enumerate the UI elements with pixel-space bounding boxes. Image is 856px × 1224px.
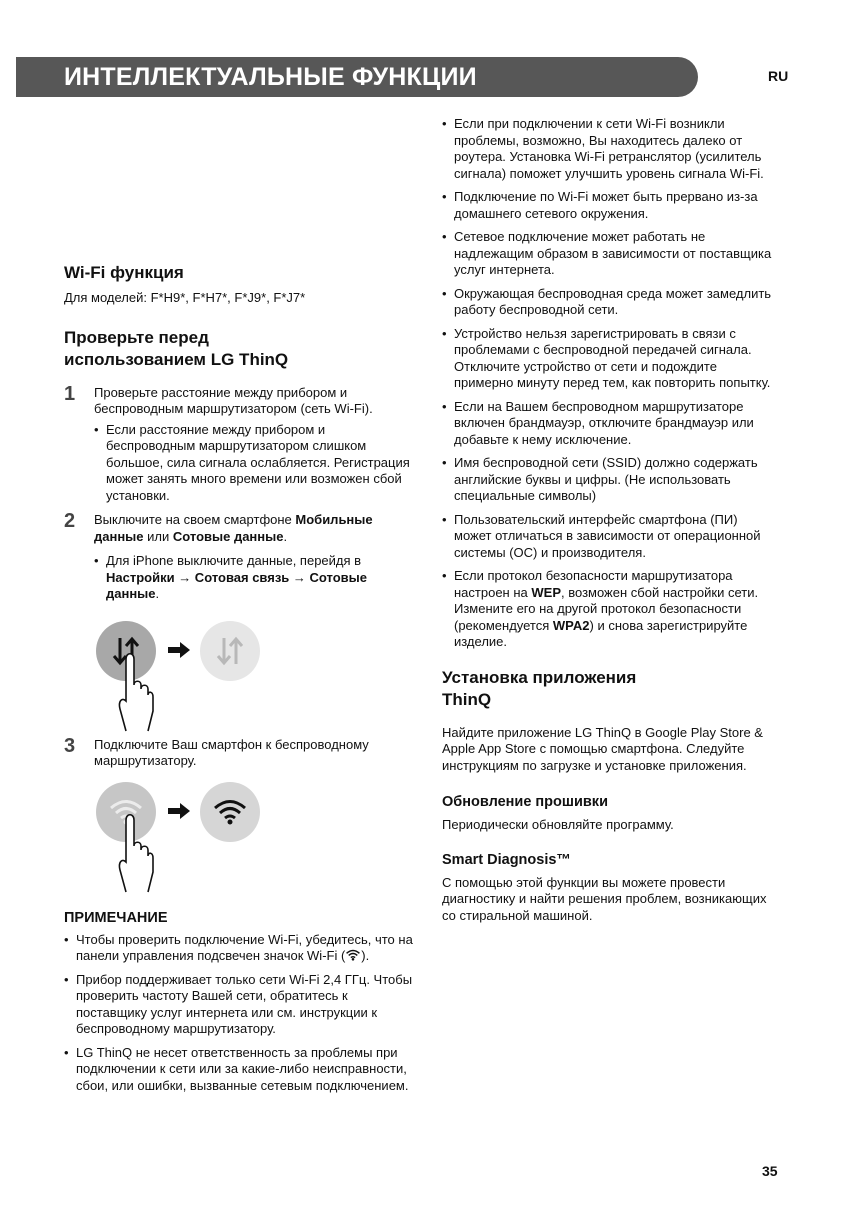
right-column (442, 116, 772, 924)
hand-pointer-icon (116, 651, 154, 733)
list-item: • Прибор поддерживает только сети Wi-Fi 2,4 ГГц. Чтобы проверить частоту Вашей сети, обратитесь к поставщику услуг интернета или см. инструкции к беспроводному маршрутизатору. (64, 971, 413, 1036)
left-column (64, 262, 414, 1094)
hand-pointer-icon (116, 812, 154, 894)
list-item: • LG ThinQ не несет ответственность за проблемы при подключении к сети или за какие-либо неисправности, сбои, или ошибки, вызванные сетевым подключением. (64, 1044, 409, 1093)
step-3 (64, 734, 414, 770)
arrow-right-icon (168, 642, 190, 658)
list-item: • Чтобы проверить подключение Wi-Fi, убедитесь, что на панели управления подсвечен значок Wi-Fi ( ). (64, 931, 413, 963)
install-heading-line2: ThinQ (442, 689, 492, 709)
step-3-text: Подключите Ваш смартфон к беспроводному маршрутизатору. (94, 736, 369, 768)
step-2-number: 2 (64, 510, 76, 532)
mobile-data-illustration (64, 615, 414, 733)
list-item: • Подключение по Wi-Fi может быть прервано из-за домашнего сетевого окружения. (442, 189, 758, 221)
wifi-icon (345, 949, 361, 961)
step-2-bullets (94, 553, 414, 603)
list-item: • Если на Вашем беспроводном маршрутизаторе включен брандмауэр, отключите брандмауэр или добавьте к нему исключение. (442, 398, 754, 447)
arrow-right-icon (168, 803, 190, 819)
page-number: 35 (762, 1163, 778, 1179)
wifi-tips-list (442, 116, 772, 651)
step-1-bullets (94, 422, 414, 505)
firmware-heading: Обновление прошивки (442, 794, 608, 810)
step-3-number: 3 (64, 734, 76, 757)
wifi-models: Для моделей: F*H9*, F*H7*, F*J9*, F*J7* (64, 290, 306, 305)
list-item: • Пользовательский интерфейс смартфона (ПИ) может отличаться в зависимости от операционной системы (ОС) и производителя. (442, 511, 761, 560)
firmware-text: Периодически обновляйте программу. (442, 817, 674, 832)
list-item: • Для iPhone выключите данные, перейдя в Настройки → Сотовая связь → Сотовые данные. (94, 553, 367, 601)
step-2 (64, 512, 414, 603)
list-item: • Если при подключении к сети Wi-Fi возникли проблемы, возможно, Вы находитесь далеко от роутера. Установка Wi-Fi ретранслятор (усилитель сигнала) поможет улучшить уровень сигнала Wi-Fi. (442, 116, 764, 181)
step-1 (64, 382, 414, 505)
list-item: • Если расстояние между прибором и беспроводным маршрутизатором слишком большое, сила сигнала ослабляется. Регистрация может занять много времени или возможен сбой установки. (94, 421, 410, 503)
language-label: RU (768, 68, 789, 84)
diagnosis-heading: Smart Diagnosis™ (442, 851, 571, 868)
install-heading-line1: Установка приложения (442, 667, 637, 687)
step-1-number: 1 (64, 382, 76, 405)
page-title: ИНТЕЛЛЕКТУАЛЬНЫЕ ФУНКЦИИ (64, 63, 477, 91)
note-heading: ПРИМЕЧАНИЕ (64, 909, 168, 926)
list-item: • Окружающая беспроводная среда может замедлить работу беспроводной сети. (442, 285, 772, 317)
list-item: • Сетевое подключение может работать не надлежащим образом в зависимости от поставщика услуг интернета. (442, 229, 772, 277)
note-list (64, 932, 414, 1095)
check-heading-line2: использованием LG ThinQ (64, 349, 289, 369)
mobile-data-off-icon (200, 621, 260, 681)
step-1-text: Проверьте расстояние между прибором и беспроводным маршрутизатором (сеть Wi-Fi). (94, 384, 373, 416)
install-text: Найдите приложение LG ThinQ в Google Play Store & Apple App Store с помощью смартфона. Следуйте инструкциям по загрузке и установке приложения. (442, 724, 763, 773)
wifi-illustration (64, 776, 414, 894)
list-item: • Если протокол безопасности маршрутизатора настроен на WEP, возможен сбой настройки сети. Измените его на другой протокол безопасности (рекомендуется WPA2) и снова зарегистрируйте изделие. (442, 568, 759, 649)
section-banner (16, 57, 698, 97)
check-heading-line1: Проверьте перед (64, 327, 209, 347)
wifi-heading: Wi-Fi функция (64, 263, 184, 282)
step-2-text: Выключите на своем смартфоне Мобильные данные или Сотовые данные. (94, 512, 373, 544)
install-heading (442, 667, 772, 711)
diagnosis-text: С помощью этой функции вы можете провести диагностику и найти решения проблем, возникающих со стиральной машиной. (442, 874, 767, 923)
list-item: • Устройство нельзя зарегистрировать в связи с проблемами с беспроводной передачей сигнала. Отключите устройство от сети и подождите примерно минуту перед тем, как повторить попытку. (442, 325, 771, 390)
list-item: • Имя беспроводной сети (SSID) должно содержать английские буквы и цифры. (Не использовать специальные символы) (442, 455, 758, 503)
check-heading (64, 327, 414, 371)
wifi-connected-icon (200, 782, 260, 842)
